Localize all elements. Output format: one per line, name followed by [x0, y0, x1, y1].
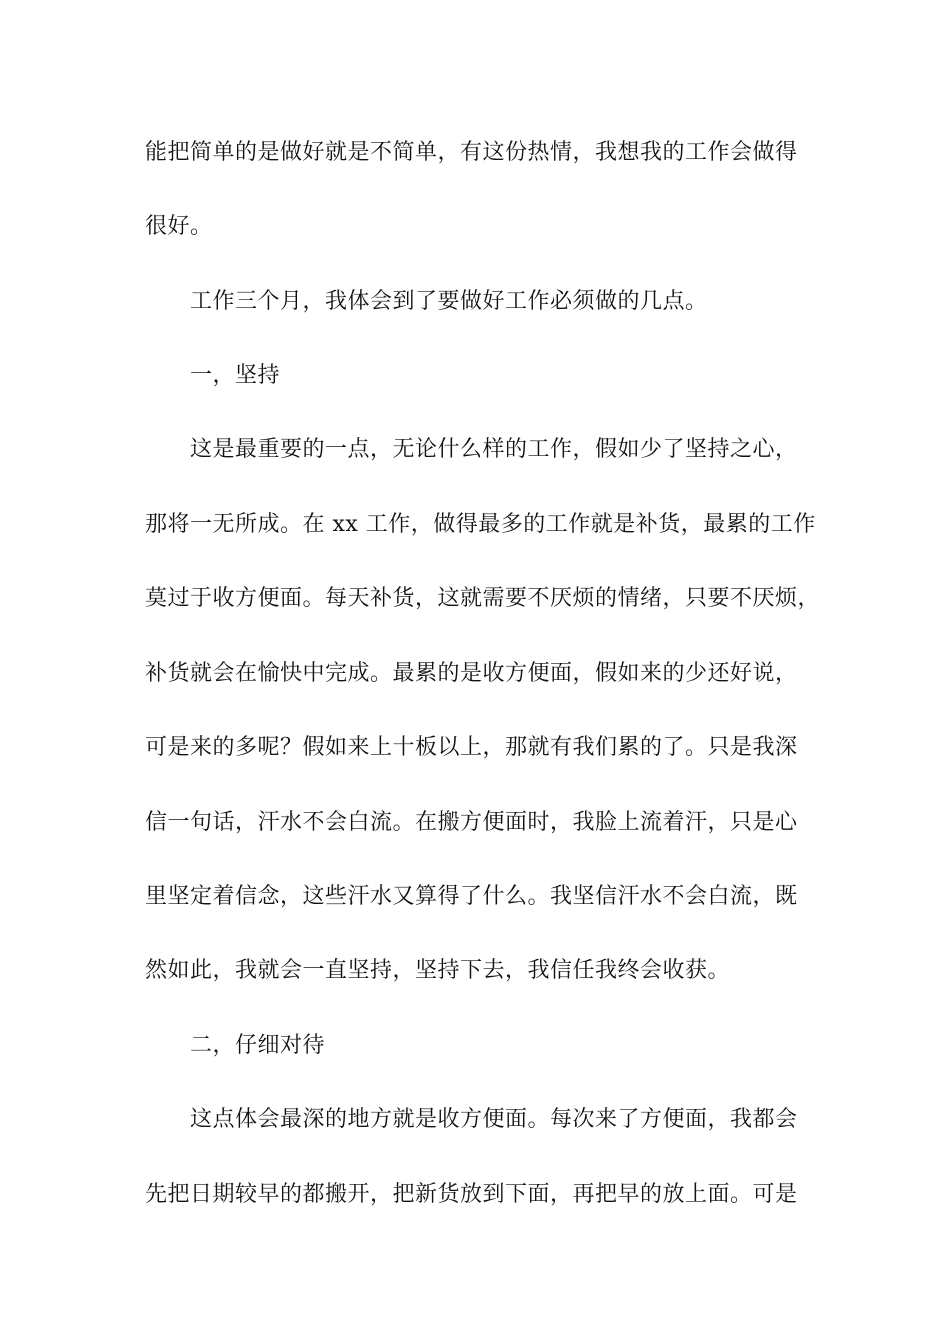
paragraph-line: 这是最重要的一点，无论什么样的工作，假如少了坚持之心，: [190, 437, 798, 462]
section-heading: 一，坚持: [190, 363, 281, 388]
paragraph-line: 很好。: [145, 214, 213, 239]
paragraph-line: 工作三个月，我体会到了要做好工作必须做的几点。: [190, 289, 708, 314]
paragraph-line: 能把简单的是做好就是不简单，有这份热情，我想我的工作会做得: [145, 140, 798, 165]
paragraph-line: 可是来的多呢？假如来上十板以上，那就有我们累的了。只是我深: [145, 735, 798, 760]
paragraph-line: 先把日期较早的都搬开，把新货放到下面，再把早的放上面。可是: [145, 1182, 798, 1207]
paragraph-line: 那将一无所成。在 xx 工作，做得最多的工作就是补货，最累的工作: [145, 512, 816, 537]
paragraph-line: 莫过于收方便面。每天补货，这就需要不厌烦的情绪，只要不厌烦，: [145, 586, 821, 611]
paragraph-line: 里坚定着信念，这些汗水又算得了什么。我坚信汗水不会白流，既: [145, 884, 798, 909]
paragraph-line: 这点体会最深的地方就是收方便面。每次来了方便面，我都会: [190, 1107, 798, 1132]
section-heading: 二，仔细对待: [190, 1033, 326, 1058]
paragraph-line: 信一句话，汗水不会白流。在搬方便面时，我脸上流着汗，只是心: [145, 810, 798, 835]
paragraph-line: 补货就会在愉快中完成。最累的是收方便面，假如来的少还好说，: [145, 661, 798, 686]
paragraph-line: 然如此，我就会一直坚持，坚持下去，我信任我终会收获。: [145, 958, 731, 983]
